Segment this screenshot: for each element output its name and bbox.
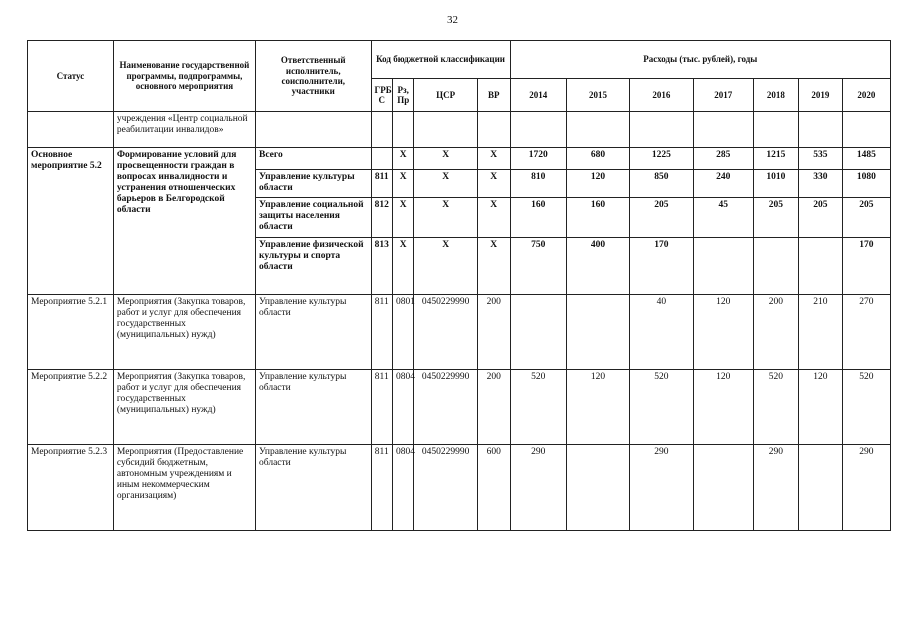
- value-cell: 290: [630, 445, 693, 531]
- value-cell: 240: [693, 170, 753, 198]
- executor-cell: Управление культуры области: [255, 370, 371, 445]
- header-program-name: Наименование государственной программы, подпрограммы, основного мероприятия: [113, 41, 255, 112]
- csr-cell: Х: [414, 238, 477, 295]
- value-cell: 285: [693, 148, 753, 170]
- value-cell: [693, 112, 753, 148]
- header-year: 2014: [510, 79, 566, 112]
- header-grbs: ГРБ С: [371, 79, 392, 112]
- value-cell: 290: [842, 445, 890, 531]
- value-cell: 520: [630, 370, 693, 445]
- value-cell: 1225: [630, 148, 693, 170]
- value-cell: 270: [842, 295, 890, 370]
- executor-cell: Управление культуры области: [255, 295, 371, 370]
- status-cell: Мероприятие 5.2.1: [28, 295, 114, 370]
- grbs-cell: 811: [371, 370, 392, 445]
- executor-cell: Управление культуры области: [255, 445, 371, 531]
- table-row: [28, 370, 891, 445]
- value-cell: 1010: [753, 170, 798, 198]
- header-vr: ВР: [477, 79, 510, 112]
- value-cell: [798, 238, 842, 295]
- value-cell: [630, 112, 693, 148]
- rzpr-cell: Х: [392, 170, 413, 198]
- header-status: Статус: [28, 41, 114, 112]
- value-cell: 520: [842, 370, 890, 445]
- table-row: [28, 112, 891, 148]
- value-cell: 120: [566, 370, 629, 445]
- vr-cell: Х: [477, 198, 510, 238]
- header-budget-code: Код бюджетной классификации: [371, 41, 510, 79]
- table-row: [28, 148, 891, 170]
- value-cell: 205: [842, 198, 890, 238]
- value-cell: 680: [566, 148, 629, 170]
- executor-cell: [255, 112, 371, 148]
- value-cell: 120: [693, 295, 753, 370]
- value-cell: 1080: [842, 170, 890, 198]
- value-cell: [510, 295, 566, 370]
- header-row-1: [28, 41, 891, 79]
- value-cell: 400: [566, 238, 629, 295]
- csr-cell: 0450229990: [414, 445, 477, 531]
- vr-cell: 200: [477, 295, 510, 370]
- grbs-cell: [371, 112, 392, 148]
- header-expenses: Расходы (тыс. рублей), годы: [510, 41, 890, 79]
- grbs-cell: 811: [371, 295, 392, 370]
- value-cell: [693, 238, 753, 295]
- value-cell: [753, 112, 798, 148]
- header-year: 2020: [842, 79, 890, 112]
- value-cell: 170: [842, 238, 890, 295]
- header-csr: ЦСР: [414, 79, 477, 112]
- rzpr-cell: 0804: [392, 370, 413, 445]
- value-cell: 750: [510, 238, 566, 295]
- value-cell: [753, 238, 798, 295]
- csr-cell: [414, 112, 477, 148]
- rzpr-cell: 0801: [392, 295, 413, 370]
- value-cell: 1215: [753, 148, 798, 170]
- status-cell: Мероприятие 5.2.2: [28, 370, 114, 445]
- executor-cell: Управление физической культуры и спорта области: [255, 238, 371, 295]
- status-cell: Основное мероприятие 5.2: [28, 148, 114, 295]
- grbs-cell: 811: [371, 170, 392, 198]
- program-name-cell: учреждения «Центр социальной реабилитации инвалидов»: [113, 112, 255, 148]
- program-name-cell: Формирование условий для просвещенности граждан в вопросах инвалидности и устранения отношенческих барьеров в Белгородской области: [113, 148, 255, 295]
- executor-cell: Управление культуры области: [255, 170, 371, 198]
- csr-cell: Х: [414, 198, 477, 238]
- grbs-cell: 813: [371, 238, 392, 295]
- vr-cell: 600: [477, 445, 510, 531]
- value-cell: 330: [798, 170, 842, 198]
- value-cell: [798, 445, 842, 531]
- value-cell: 120: [693, 370, 753, 445]
- value-cell: 45: [693, 198, 753, 238]
- value-cell: 1485: [842, 148, 890, 170]
- value-cell: 520: [510, 370, 566, 445]
- csr-cell: Х: [414, 170, 477, 198]
- table-row: [28, 445, 891, 531]
- csr-cell: Х: [414, 148, 477, 170]
- value-cell: 170: [630, 238, 693, 295]
- value-cell: 290: [510, 445, 566, 531]
- table-row: [28, 295, 891, 370]
- value-cell: 205: [753, 198, 798, 238]
- page-number: 32: [447, 14, 458, 26]
- budget-table: [27, 40, 891, 531]
- header-year: 2016: [630, 79, 693, 112]
- grbs-cell: 812: [371, 198, 392, 238]
- vr-cell: Х: [477, 170, 510, 198]
- header-year: 2017: [693, 79, 753, 112]
- program-name-cell: Мероприятия (Закупка товаров, работ и услуг для обеспечения государственных (муниципальных) нужд): [113, 370, 255, 445]
- value-cell: [566, 445, 629, 531]
- header-year: 2015: [566, 79, 629, 112]
- value-cell: 210: [798, 295, 842, 370]
- value-cell: 40: [630, 295, 693, 370]
- program-name-cell: Мероприятия (Предоставление субсидий бюджетным, автономным учреждениям и иным некоммерческим организациям): [113, 445, 255, 531]
- vr-cell: [477, 112, 510, 148]
- value-cell: 1720: [510, 148, 566, 170]
- executor-cell: Всего: [255, 148, 371, 170]
- header-year: 2018: [753, 79, 798, 112]
- value-cell: 205: [630, 198, 693, 238]
- header-year: 2019: [798, 79, 842, 112]
- header-rzpr: Рз, Пр: [392, 79, 413, 112]
- value-cell: 520: [753, 370, 798, 445]
- rzpr-cell: [392, 112, 413, 148]
- value-cell: [566, 295, 629, 370]
- value-cell: 120: [798, 370, 842, 445]
- value-cell: 535: [798, 148, 842, 170]
- value-cell: [842, 112, 890, 148]
- value-cell: 205: [798, 198, 842, 238]
- csr-cell: 0450229990: [414, 370, 477, 445]
- value-cell: 810: [510, 170, 566, 198]
- rzpr-cell: 0804: [392, 445, 413, 531]
- rzpr-cell: Х: [392, 198, 413, 238]
- header-executor: Ответственный исполнитель, соисполнители, участники: [255, 41, 371, 112]
- executor-cell: Управление социальной защиты населения области: [255, 198, 371, 238]
- value-cell: [566, 112, 629, 148]
- status-cell: Мероприятие 5.2.3: [28, 445, 114, 531]
- program-name-cell: Мероприятия (Закупка товаров, работ и услуг для обеспечения государственных (муниципальных) нужд): [113, 295, 255, 370]
- value-cell: 160: [510, 198, 566, 238]
- value-cell: [693, 445, 753, 531]
- vr-cell: 200: [477, 370, 510, 445]
- rzpr-cell: Х: [392, 238, 413, 295]
- value-cell: 160: [566, 198, 629, 238]
- grbs-cell: [371, 148, 392, 170]
- value-cell: 290: [753, 445, 798, 531]
- value-cell: 200: [753, 295, 798, 370]
- vr-cell: Х: [477, 148, 510, 170]
- value-cell: 120: [566, 170, 629, 198]
- value-cell: [798, 112, 842, 148]
- rzpr-cell: Х: [392, 148, 413, 170]
- grbs-cell: 811: [371, 445, 392, 531]
- csr-cell: 0450229990: [414, 295, 477, 370]
- status-cell: [28, 112, 114, 148]
- value-cell: 850: [630, 170, 693, 198]
- value-cell: [510, 112, 566, 148]
- vr-cell: Х: [477, 238, 510, 295]
